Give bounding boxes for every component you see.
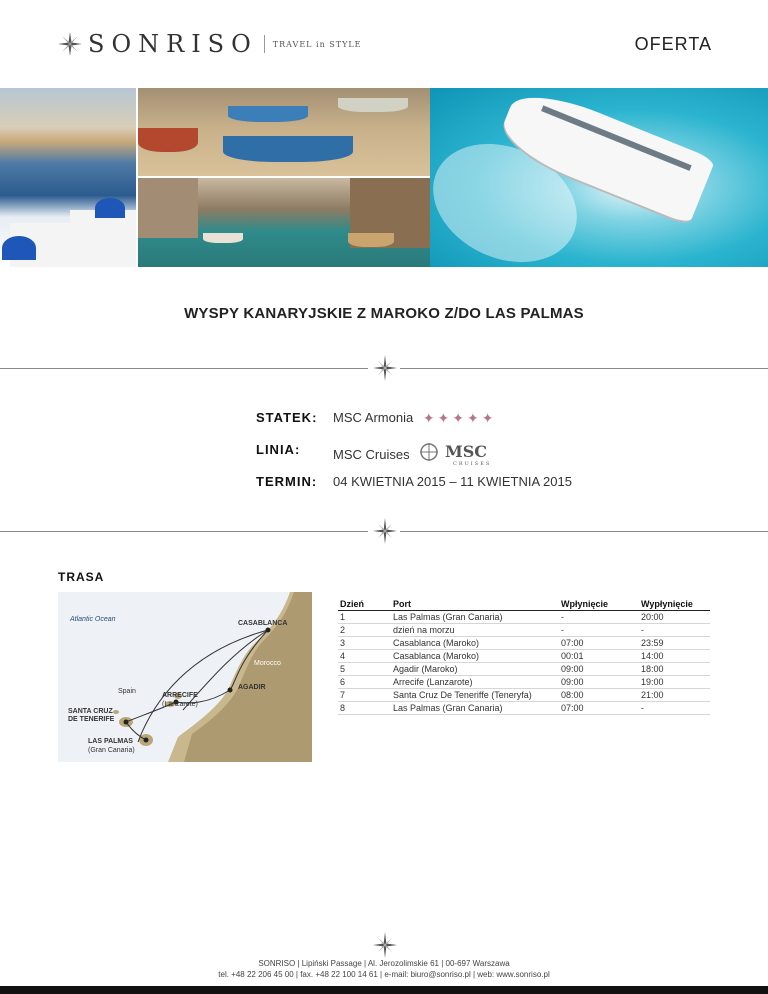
ship-rating-stars: ✦✦✦✦✦ (422, 410, 497, 427)
term-value: 04 KWIETNIA 2015 – 11 KWIETNIA 2015 (333, 474, 572, 489)
msc-logo-text: MSC (445, 442, 488, 461)
cell-day: 5 (338, 663, 391, 676)
cell-arrival: 09:00 (559, 676, 639, 689)
cell-port: Agadir (Maroko) (391, 663, 559, 676)
table-row (338, 663, 710, 676)
footer-address: SONRISO | Lipiński Passage | Al. Jerozolimskie 61 | 00-697 Warszawa (258, 959, 510, 968)
cell-departure: 18:00 (639, 663, 710, 676)
sonriso-logo (58, 30, 362, 58)
document-type: OFERTA (634, 34, 712, 54)
cell-departure: 20:00 (639, 611, 710, 624)
cell-arrival: 07:00 (559, 702, 639, 715)
cell-day: 7 (338, 689, 391, 702)
footer-divider (0, 932, 768, 958)
map-label-morocco: Morocco (254, 660, 281, 667)
ship-label: STATEK: (256, 410, 318, 425)
cell-port: dzień na morzu (391, 624, 559, 637)
venice-canal-photo (138, 178, 430, 267)
divider (0, 518, 768, 544)
footer-contact: tel. +48 22 206 45 00 | fax. +48 22 100 14 61 | e-mail: biuro@sonriso.pl | web: www.sonriso.pl (218, 970, 550, 979)
term-label: TERMIN: (256, 474, 318, 489)
cell-port: Las Palmas (Gran Canaria) (391, 702, 559, 715)
cell-arrival: - (559, 611, 639, 624)
itinerary-table (338, 597, 710, 715)
photo-collage (0, 88, 768, 267)
cell-arrival: 09:00 (559, 663, 639, 676)
compass-star-icon (373, 518, 397, 544)
cell-port: Santa Cruz De Teneriffe (Teneryfa) (391, 689, 559, 702)
cell-day: 1 (338, 611, 391, 624)
ship-name: MSC Armonia (333, 410, 414, 425)
line-name: MSC Cruises (333, 446, 410, 462)
cell-port: Las Palmas (Gran Canaria) (391, 611, 559, 624)
logo-separator (264, 35, 265, 53)
route-heading: TRASA (58, 570, 105, 584)
msc-logo-sub: CRUISES (453, 461, 492, 466)
column-header-day: Dzień (338, 597, 391, 611)
line-label: LINIA: (256, 442, 301, 457)
divider (0, 355, 768, 381)
brand-name: SONRISO (88, 30, 258, 58)
cell-departure: 19:00 (639, 676, 710, 689)
page-header (0, 0, 768, 88)
column-header-arrival: Wpłynięcie (559, 597, 639, 611)
cell-arrival: 07:00 (559, 637, 639, 650)
cell-departure: 23:59 (639, 637, 710, 650)
table-row (338, 676, 710, 689)
cell-port: Casablanca (Maroko) (391, 650, 559, 663)
table-header-row (338, 597, 710, 611)
bottom-bar (0, 986, 768, 994)
map-label-santa-cruz: SANTA CRUZ (68, 708, 113, 715)
table-row (338, 637, 710, 650)
cell-departure: 21:00 (639, 689, 710, 702)
cell-arrival: 00:01 (559, 650, 639, 663)
cell-day: 3 (338, 637, 391, 650)
cell-arrival: 08:00 (559, 689, 639, 702)
cruise-ship-photo (430, 88, 768, 267)
map-label-atlantic: Atlantic Ocean (70, 616, 116, 623)
msc-logo (419, 442, 503, 469)
map-label-casablanca: CASABLANCA (238, 620, 288, 627)
table-row (338, 689, 710, 702)
table-row (338, 702, 710, 715)
cell-port: Casablanca (Maroko) (391, 637, 559, 650)
route-map (58, 592, 312, 762)
santorini-photo (0, 88, 136, 267)
map-label-gran-canaria: (Gran Canaria) (88, 747, 135, 754)
cell-port: Arrecife (Lanzarote) (391, 676, 559, 689)
cell-day: 4 (338, 650, 391, 663)
table-row (338, 650, 710, 663)
compass-star-icon (58, 32, 82, 56)
table-row (338, 611, 710, 624)
column-header-departure: Wypłynięcie (639, 597, 710, 611)
cell-day: 2 (338, 624, 391, 637)
cell-arrival: - (559, 624, 639, 637)
page-footer (0, 958, 768, 980)
line-value (333, 442, 503, 469)
table-row (338, 624, 710, 637)
map-label-arrecife: ARRECIFE (162, 692, 198, 699)
map-label-lanzarote: (Lanzarote) (162, 701, 198, 708)
brand-tagline: TRAVEL in STYLE (272, 39, 362, 49)
column-header-port: Port (391, 597, 559, 611)
offer-title: WYSPY KANARYJSKIE Z MAROKO Z/DO LAS PALMAS (184, 305, 584, 322)
map-label-las-palmas: LAS PALMAS (88, 738, 133, 745)
cell-day: 8 (338, 702, 391, 715)
fishing-boats-photo (138, 88, 430, 176)
compass-star-icon (373, 355, 397, 381)
cell-departure: - (639, 702, 710, 715)
map-label-tenerife: DE TENERIFE (68, 716, 115, 723)
compass-star-icon (373, 932, 397, 958)
cell-day: 6 (338, 676, 391, 689)
ship-value (333, 410, 496, 427)
cell-departure: 14:00 (639, 650, 710, 663)
map-label-spain: Spain (118, 688, 136, 695)
map-label-agadir: AGADIR (238, 684, 266, 691)
cell-departure: - (639, 624, 710, 637)
